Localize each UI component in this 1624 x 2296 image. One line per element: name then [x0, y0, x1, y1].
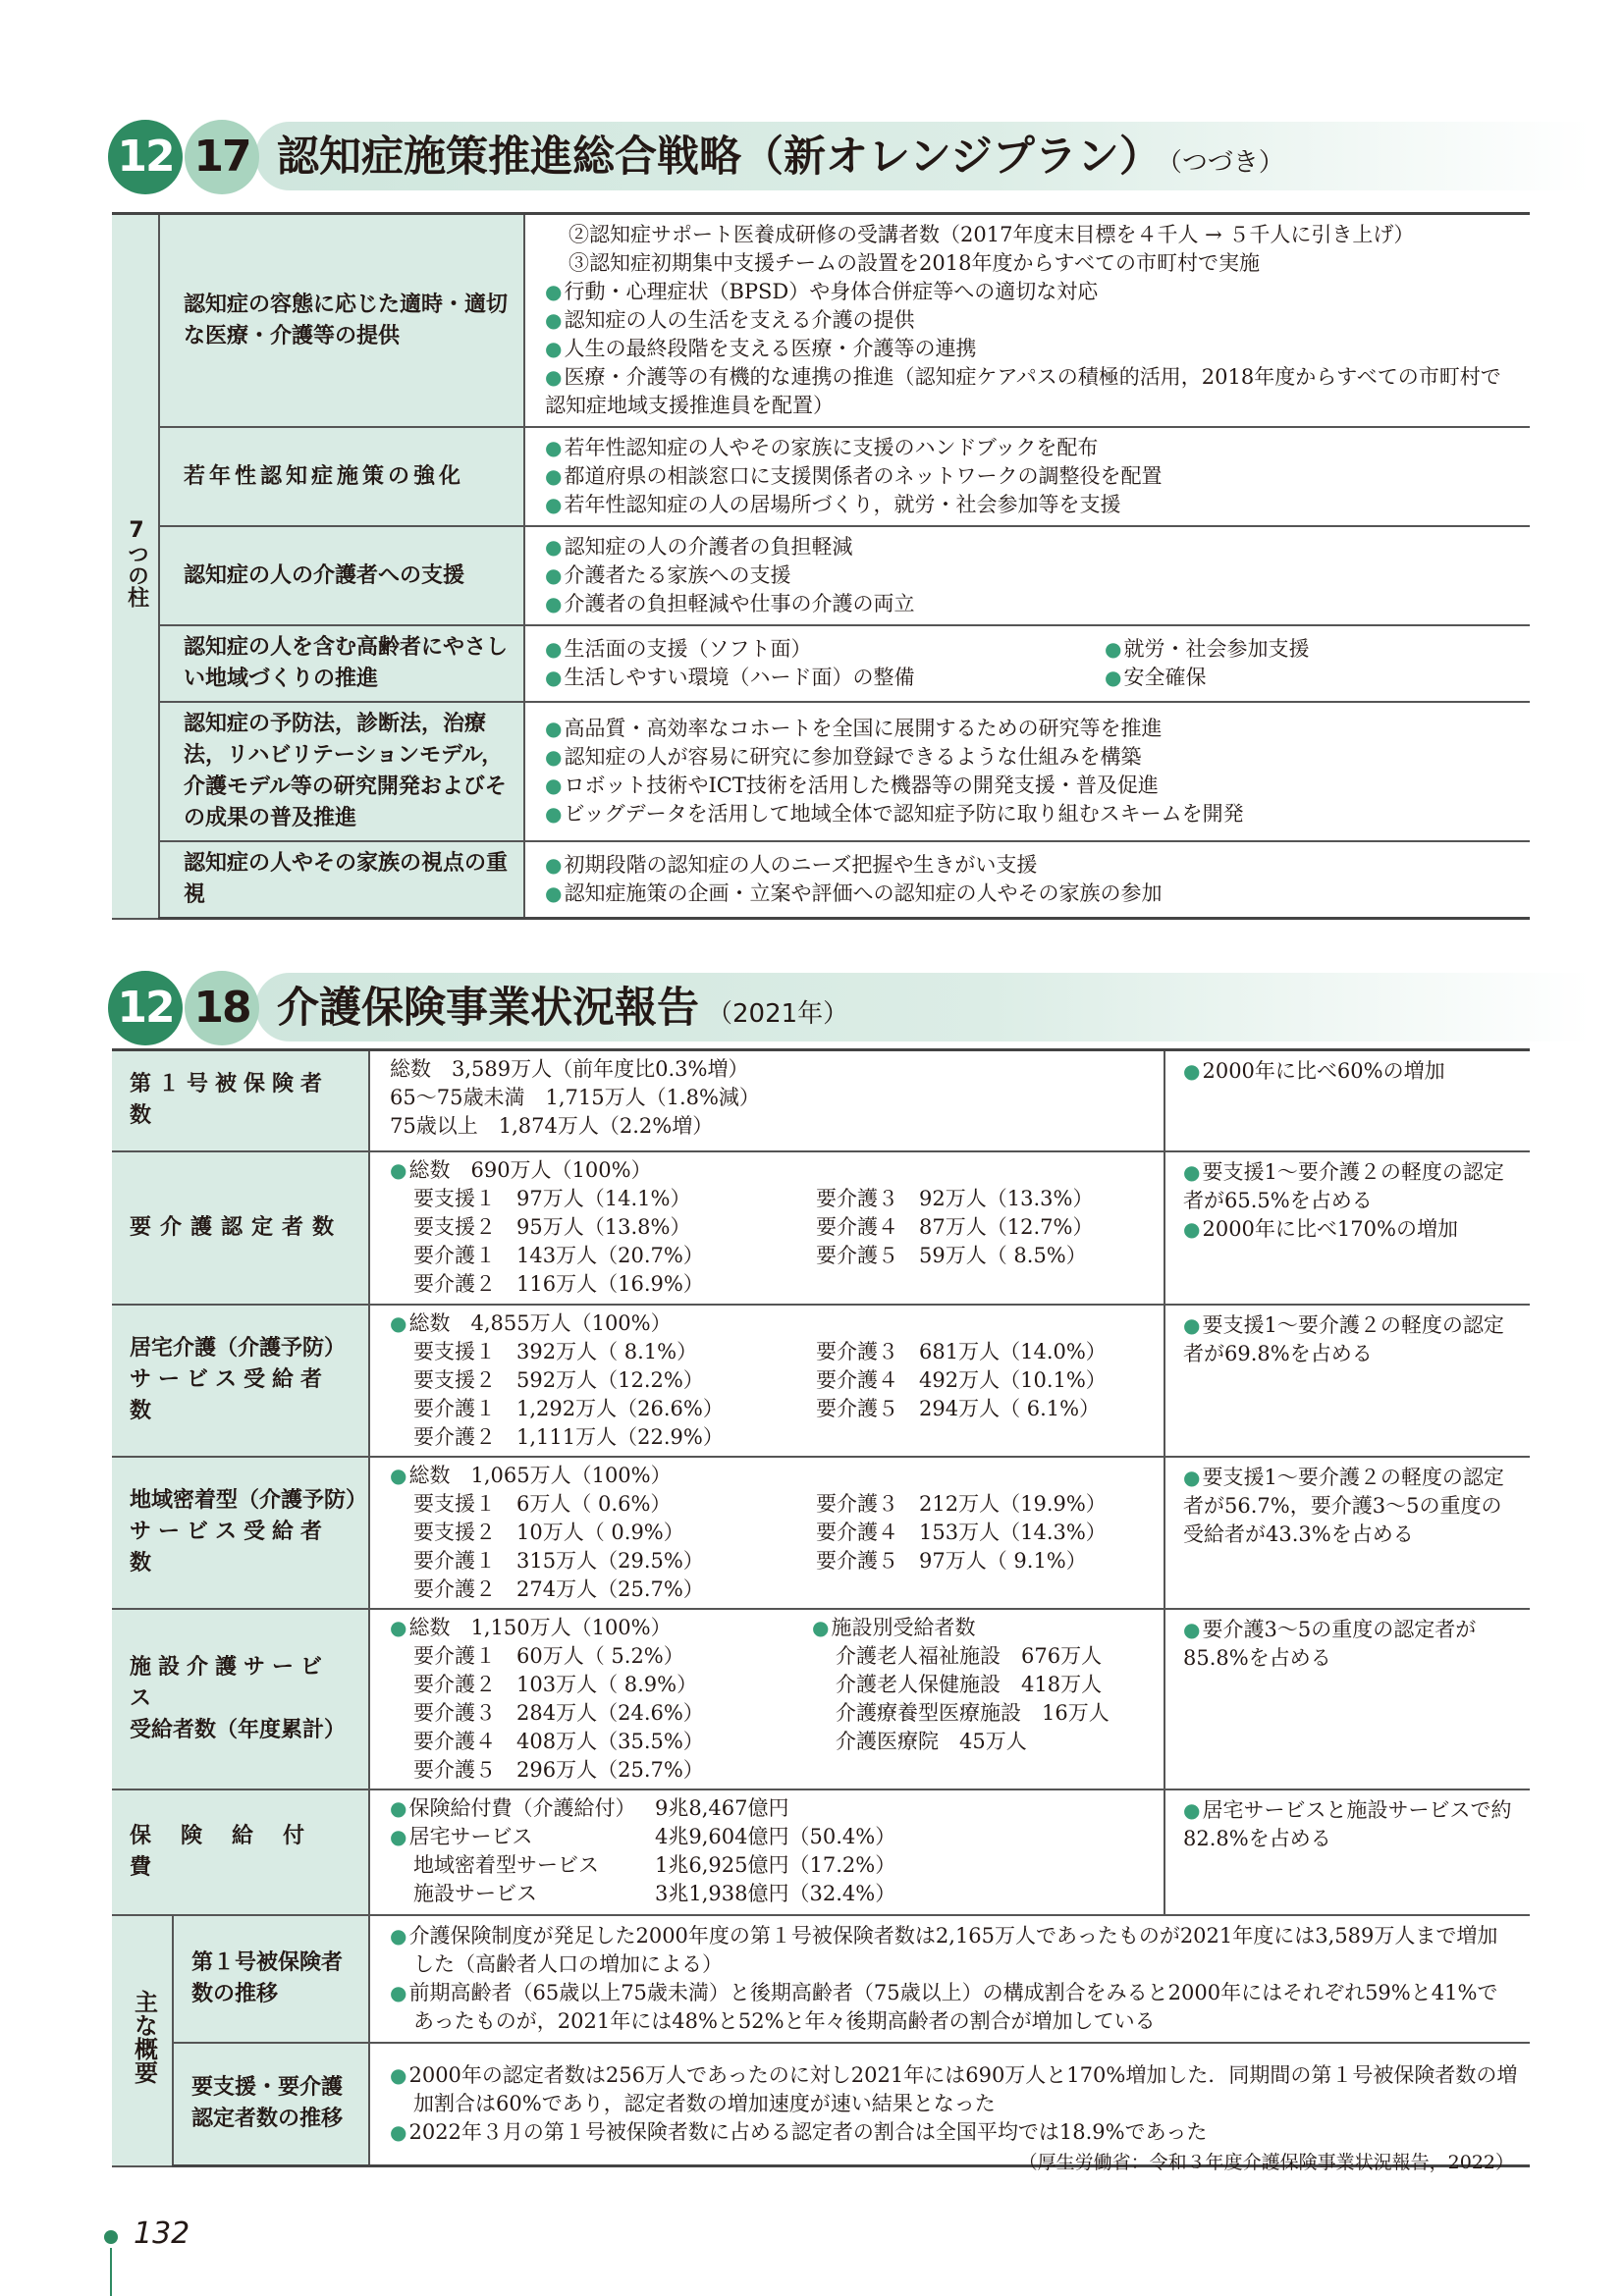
table-row — [112, 1151, 1530, 1305]
bullet-icon: ● — [545, 881, 563, 905]
list-item — [545, 561, 1518, 590]
bullet-icon: ● — [1183, 1059, 1201, 1083]
list-item — [545, 715, 1518, 743]
row-label: 認知症の予防法，診断法，治療法，リハビリテーションモデル，介護モデル等の研究開発およびその成果の普及推進 — [159, 702, 524, 841]
list-item — [1105, 635, 1518, 664]
list-item-text: 若年性認知症の人やその家族に支援のハンドブックを配布 — [564, 436, 1099, 459]
chapter-number: 12 — [108, 120, 183, 194]
table-row — [112, 1050, 1530, 1151]
row-label: 保険給付費 — [112, 1789, 369, 1915]
list-item — [545, 491, 1518, 519]
bullet-icon: ● — [1183, 1216, 1201, 1241]
bullet-icon: ● — [545, 337, 563, 360]
list-item — [545, 590, 1518, 618]
list-item-text: 都道府県の相談窓口に支援関係者のネットワークの調整役を配置 — [564, 464, 1163, 488]
benefit-value: 3兆1,938億円（32.4%） — [655, 1881, 896, 1905]
note-item — [1183, 1158, 1520, 1215]
list-item: 要介護２ 1,111万人（22.9%） — [413, 1424, 724, 1449]
row-label: 若年性認知症施策の強化 — [159, 427, 524, 526]
row-label: 認知症の容態に応じた適時・適切な医療・介護等の提供 — [159, 214, 524, 428]
note-item — [1183, 1616, 1520, 1673]
age-line: 75歳以上 1,874万人（2.2%増） — [390, 1114, 714, 1138]
two-column-list — [545, 635, 1518, 692]
list-item: 要介護１ 143万人（20.7%） — [413, 1243, 704, 1267]
list-item: 要介護２ 116万人（16.9%） — [413, 1271, 704, 1296]
list-item: 要介護２ 103万人（ 8.9%） — [413, 1672, 698, 1696]
list-item: 要介護５ 294万人（ 6.1%） — [816, 1396, 1101, 1420]
summary-label-text: 主な概要 — [130, 1990, 158, 2084]
list-item — [545, 221, 1518, 249]
list-item: 要介護２ 274万人（25.7%） — [413, 1576, 704, 1601]
list-item-text: 認知症の人の介護者の負担軽減 — [564, 535, 853, 559]
benefit-value: 4兆9,604億円（50.4%） — [655, 1824, 896, 1848]
list-item-text: 生活面の支援（ソフト面） — [564, 637, 812, 661]
table-row — [112, 214, 1530, 428]
list-item — [545, 772, 1518, 800]
bullet-icon: ● — [390, 1980, 407, 2004]
list-item: 要介護１ 315万人（29.5%） — [413, 1548, 704, 1573]
table-row — [112, 1457, 1530, 1609]
bullet-icon: ● — [545, 717, 563, 740]
list-item: 介護老人福祉施設 676万人 — [836, 1643, 1103, 1668]
row-label: 地域密着型（介護予防） サービス受給者数 — [112, 1457, 369, 1609]
orange-plan-table — [112, 212, 1530, 920]
list-item — [545, 533, 1518, 561]
pillars-label — [112, 214, 159, 919]
table-row — [112, 841, 1530, 919]
bullet-icon: ● — [1183, 1312, 1201, 1337]
list-item-text: 行動・心理症状（BPSD）や身体合併症等への適切な対応 — [564, 280, 1099, 303]
note-text: 要支援1〜要介護２の軽度の認定者が56.7%，要介護3〜5の重度の受給者が43.3%を占める — [1183, 1465, 1504, 1546]
note-item — [1183, 1311, 1520, 1368]
bullet-icon: ● — [545, 802, 563, 826]
benefit-value: 9兆8,467億円 — [655, 1795, 789, 1820]
list-item: 要介護３ 212万人（19.9%） — [816, 1491, 1107, 1516]
table-row — [112, 427, 1530, 526]
table-row — [112, 1305, 1530, 1457]
list-item — [545, 363, 1518, 420]
list-item-text: 医療・介護等の有機的な連携の推進（認知症ケアパスの積極的活用，2018年度からすべての市町村で認知症地域支援推進員を配置） — [545, 365, 1501, 417]
list-item — [1105, 664, 1518, 692]
bullet-icon: ● — [390, 2062, 407, 2087]
list-item: 介護療養型医療施設 16万人 — [836, 1700, 1110, 1725]
bullet-icon: ● — [1183, 1797, 1201, 1822]
row-label: 施設介護サービス 受給者数（年度累計） — [112, 1609, 369, 1789]
list-item: 要介護３ 284万人（24.6%） — [413, 1700, 704, 1725]
list-item: 要介護３ 681万人（14.0%） — [816, 1339, 1107, 1363]
list-item-text: 初期段階の認知症の人のニーズ把握や生きがい支援 — [564, 853, 1038, 877]
row-body-4 — [524, 702, 1530, 841]
table-row — [112, 526, 1530, 625]
row-body-3 — [524, 625, 1530, 702]
side-label-text: 7つの柱 — [124, 517, 149, 608]
section-title: 介護保険事業状況報告 （2021年） — [277, 984, 849, 1033]
bullet-icon: ● — [390, 1157, 407, 1182]
age-line: 65〜75歳未満 1,715万人（1.8%減） — [390, 1086, 760, 1109]
list-item-text: 認知症施策の企画・立案や評価への認知症の人やその家族の参加 — [564, 881, 1163, 905]
row-note — [1164, 1609, 1530, 1789]
list-item-text: 介護者の負担軽減や仕事の介護の両立 — [564, 592, 915, 615]
list-item — [545, 335, 1518, 363]
list-item: 介護医療院 45万人 — [836, 1729, 1027, 1753]
list-item-text: ③認知症初期集中支援チームの設置を2018年度からすべての市町村で実施 — [568, 251, 1261, 275]
list-item: 要介護４ 408万人（35.5%） — [413, 1729, 704, 1753]
list-item — [545, 851, 1518, 880]
bullet-icon: ● — [545, 637, 563, 661]
list-item-text: 人生の最終段階を支える医療・介護等の連携 — [564, 337, 977, 360]
summary-label — [112, 1915, 173, 2166]
list-item: 介護老人保健施設 418万人 — [836, 1672, 1103, 1696]
list-item — [545, 635, 1105, 664]
list-item: 要介護５ 296万人（25.7%） — [413, 1757, 704, 1782]
list-item — [545, 743, 1518, 772]
note-item — [1183, 1796, 1520, 1853]
bullet-icon: ● — [545, 308, 563, 332]
list-item-text: 安全確保 — [1123, 666, 1207, 689]
benefit-name — [390, 1880, 655, 1908]
benefit-cost-body — [369, 1789, 1164, 1915]
row-label: 認知症の人を含む高齢者にやさしい地域づくりの推進 — [159, 625, 524, 702]
row-body-5 — [524, 841, 1530, 919]
benefit-name-text: 地域密着型サービス — [413, 1852, 600, 1877]
chapter-number: 12 — [108, 971, 183, 1045]
list-item: 要支援２ 592万人（12.2%） — [413, 1367, 704, 1392]
benefit-name-text: 施設サービス — [413, 1881, 538, 1905]
list-item-text: 高品質・高効率なコホートを全国に展開するための研究等を推進 — [564, 717, 1163, 740]
table-row — [112, 1915, 1530, 2043]
note-text: 要支援1〜要介護２の軽度の認定者が69.8%を占める — [1183, 1312, 1504, 1365]
list-item: 要介護５ 59万人（ 8.5%） — [816, 1243, 1087, 1267]
benefit-item — [390, 1794, 1152, 1823]
table-row — [112, 625, 1530, 702]
row-note — [1164, 1151, 1530, 1305]
table-row — [112, 702, 1530, 841]
bullet-icon: ● — [390, 1463, 407, 1487]
list-item-text: 認知症の人が容易に研究に参加登録できるような仕組みを構築 — [564, 745, 1142, 769]
benefit-name-text: 居宅サービス — [408, 1824, 533, 1848]
list-item — [545, 462, 1518, 491]
note-text: 居宅サービスと施設サービスで約82.8%を占める — [1183, 1797, 1512, 1850]
list-item — [545, 306, 1518, 335]
row-label: 要支援・要介護認定者数の推移 — [173, 2043, 369, 2166]
list-item — [545, 249, 1518, 278]
row-body-1 — [524, 427, 1530, 526]
list-item: 要介護１ 60万人（ 5.2%） — [413, 1643, 684, 1668]
care-insurance-table — [112, 1048, 1530, 2167]
bullet-icon: ● — [545, 493, 563, 516]
row-label: 認知症の人やその家族の視点の重視 — [159, 841, 524, 919]
bullet-icon: ● — [1105, 637, 1122, 661]
list-item: 要支援２ 95万人（13.8%） — [413, 1214, 691, 1239]
list-item: 要介護４ 87万人（12.7%） — [816, 1214, 1094, 1239]
row-note — [1164, 1305, 1530, 1457]
list-item: 要介護１ 1,292万人（26.6%） — [413, 1396, 724, 1420]
bullet-icon: ● — [1183, 1465, 1201, 1489]
note-text: 2000年に比べ170%の増加 — [1202, 1216, 1458, 1241]
section-title: 認知症施策推進総合戦略（新オレンジプラン） （つづき） — [277, 133, 1284, 182]
bullet-icon: ● — [545, 666, 563, 689]
row-label: 認知症の人の介護者への支援 — [159, 526, 524, 625]
bullet-icon: ● — [545, 464, 563, 488]
bullet-icon: ● — [545, 365, 563, 389]
benefit-name — [390, 1823, 655, 1851]
list-item: 要介護５ 97万人（ 9.1%） — [816, 1548, 1087, 1573]
bullet-icon: ● — [545, 535, 563, 559]
note-text: 要介護3〜5の重度の認定者が85.8%を占める — [1183, 1617, 1477, 1670]
certified-count-body: ●総数 690万人（100%） 要支援１ 97万人（14.1%） 要支援２ 95万人（13.8%） 要介護１ 143万人（20.7%） 要介護２ 116万人（16.9%） 要介護３ 92万人（13.3%） 要介護４ 87万人（12.7%） 要介護５ 59万人（ 8.5%） — [369, 1151, 1164, 1305]
bullet-icon: ● — [545, 563, 563, 587]
list-item — [545, 278, 1518, 306]
list-item-text: 認知症の人の生活を支える介護の提供 — [564, 308, 915, 332]
summary-item — [390, 1979, 1518, 2036]
bullet-icon: ● — [545, 745, 563, 769]
row-label: 第１号被保険者数の推移 — [173, 1915, 369, 2043]
bullet-icon: ● — [545, 592, 563, 615]
summary-body-0 — [369, 1915, 1530, 2043]
benefit-item — [390, 1823, 1152, 1851]
list-item — [545, 880, 1518, 908]
page-number: 132 — [134, 2216, 190, 2251]
benefit-item — [390, 1880, 1152, 1908]
summary-item — [390, 2061, 1518, 2118]
row-note — [1164, 1789, 1530, 1915]
bullet-icon: ● — [390, 1824, 407, 1848]
page-marker-dot — [104, 2230, 118, 2244]
list-item-text: ビッグデータを活用して地域全体で認知症予防に取り組むスキームを開発 — [564, 802, 1244, 826]
benefit-name — [390, 1794, 655, 1823]
source-citation: （厚生労働省：令和３年度介護保険事業状況報告，2022） — [1018, 2152, 1514, 2173]
summary-item — [390, 2118, 1518, 2147]
bullet-icon: ● — [545, 853, 563, 877]
row-note — [1164, 1457, 1530, 1609]
home-care-body: ●総数 4,855万人（100%） 要支援１ 392万人（ 8.1%） 要支援２ 592万人（12.2%） 要介護１ 1,292万人（26.6%） 要介護２ 1,111万人（22.9%） 要介護３ 681万人（14.0%） 要介護４ 492万人（10.1%） 要介護５ 294万人（ 6.1%） — [369, 1305, 1164, 1457]
benefit-name — [390, 1851, 655, 1880]
bullet-icon: ● — [1183, 1617, 1201, 1641]
facility-care-body: ●総数 1,150万人（100%） 要介護１ 60万人（ 5.2%） 要介護２ 103万人（ 8.9%） 要介護３ 284万人（24.6%） 要介護４ 408万人（35.5%） 要介護５ 296万人（25.7%） ●施設別受給者数 介護老人福祉施設 676万人 介護老人保健施設 418万人 介護療養型医療施設 16万人 介護医療院 45万人 — [369, 1609, 1164, 1789]
note-item — [1183, 1464, 1520, 1549]
list-item: 要介護４ 153万人（14.3%） — [816, 1520, 1107, 1544]
bullet-icon: ● — [545, 280, 563, 303]
list-item-text: ロボット技術やICT技術を活用した機器等の開発支援・普及促進 — [564, 774, 1159, 797]
bullet-icon: ● — [390, 1795, 407, 1820]
bullet-icon: ● — [390, 1923, 407, 1948]
insured-count-body — [369, 1050, 1164, 1151]
section-number: 18 — [185, 971, 259, 1045]
list-item: 要介護３ 92万人（13.3%） — [816, 1186, 1094, 1210]
bullet-icon: ● — [390, 2119, 407, 2144]
row-body-0 — [524, 214, 1530, 428]
section-number: 17 — [185, 120, 259, 194]
list-item: 要支援２ 10万人（ 0.9%） — [413, 1520, 684, 1544]
list-item-text: ②認知症サポート医養成研修の受講者数（2017年度末目標を４千人 → ５千人に引き上げ） — [568, 223, 1415, 246]
list-item: 要支援１ 6万人（ 0.6%） — [413, 1491, 672, 1516]
summary-text: 2000年の認定者数は256万人であったのに対し2021年には690万人と170%増加した．同期間の第１号被保険者数の増加割合は60%であり，認定者数の増加速度が速い結果となった — [408, 2062, 1518, 2115]
list-item-text: 就労・社会参加支援 — [1123, 637, 1310, 661]
list-item-text: 生活しやすい環境（ハード面）の整備 — [564, 666, 915, 689]
bullet-icon: ● — [1105, 666, 1122, 689]
list-item: 要支援１ 392万人（ 8.1%） — [413, 1339, 698, 1363]
table-row — [112, 1789, 1530, 1915]
total-line: 総数 3,589万人（前年度比0.3%増） — [390, 1057, 749, 1081]
bullet-icon: ● — [390, 1615, 407, 1639]
row-label: 居宅介護（介護予防） サービス受給者数 — [112, 1305, 369, 1457]
table-row — [112, 1609, 1530, 1789]
list-item — [545, 664, 1105, 692]
benefit-value: 1兆6,925億円（17.2%） — [655, 1852, 896, 1877]
summary-text: 介護保険制度が発足した2000年度の第１号被保険者数は2,165万人であったものが2021年度には3,589万人まで増加した（高齢者人口の増加による） — [408, 1923, 1498, 1976]
bullet-icon: ● — [1183, 1159, 1201, 1184]
list-item-text: 若年性認知症の人の居場所づくり，就労・社会参加等を支援 — [564, 493, 1121, 516]
list-item — [545, 434, 1518, 462]
bullet-icon: ● — [545, 774, 563, 797]
bullet-icon: ● — [545, 436, 563, 459]
summary-item — [390, 1922, 1518, 1979]
list-item: 要介護４ 492万人（10.1%） — [816, 1367, 1107, 1392]
page-marker-line — [110, 2248, 112, 2296]
list-item-text: 介護者たる家族への支援 — [564, 563, 791, 587]
benefit-item — [390, 1851, 1152, 1880]
list-item — [545, 800, 1518, 828]
benefit-name-text: 保険給付費（介護給付） — [408, 1795, 636, 1820]
bullet-icon: ● — [812, 1615, 830, 1639]
note-text: 要支援1〜要介護２の軽度の認定者が65.5%を占める — [1183, 1159, 1504, 1212]
bullet-icon: ● — [390, 1310, 407, 1335]
row-body-2 — [524, 526, 1530, 625]
note-item — [1183, 1215, 1520, 1244]
summary-text: 2022年３月の第１号被保険者数に占める認定者の割合は全国平均では18.9%であった — [408, 2119, 1208, 2144]
row-note: ●2000年に比べ60%の増加 — [1164, 1050, 1530, 1151]
row-label: 要介護認定者数 — [112, 1151, 369, 1305]
summary-text: 前期高齢者（65歳以上75歳未満）と後期高齢者（75歳以上）の構成割合をみると2000年にはそれぞれ59%と41%であったものが，2021年には48%と52%と年々後期高齢者の割合が増加している — [408, 1980, 1498, 2033]
row-label: 第１号被保険者数 — [112, 1050, 369, 1151]
community-care-body: ●総数 1,065万人（100%） 要支援１ 6万人（ 0.6%） 要支援２ 10万人（ 0.9%） 要介護１ 315万人（29.5%） 要介護２ 274万人（25.7%） 要介護３ 212万人（19.9%） 要介護４ 153万人（14.3%） 要介護５ 97万人（ 9.1%） — [369, 1457, 1164, 1609]
list-item: 要支援１ 97万人（14.1%） — [413, 1186, 691, 1210]
